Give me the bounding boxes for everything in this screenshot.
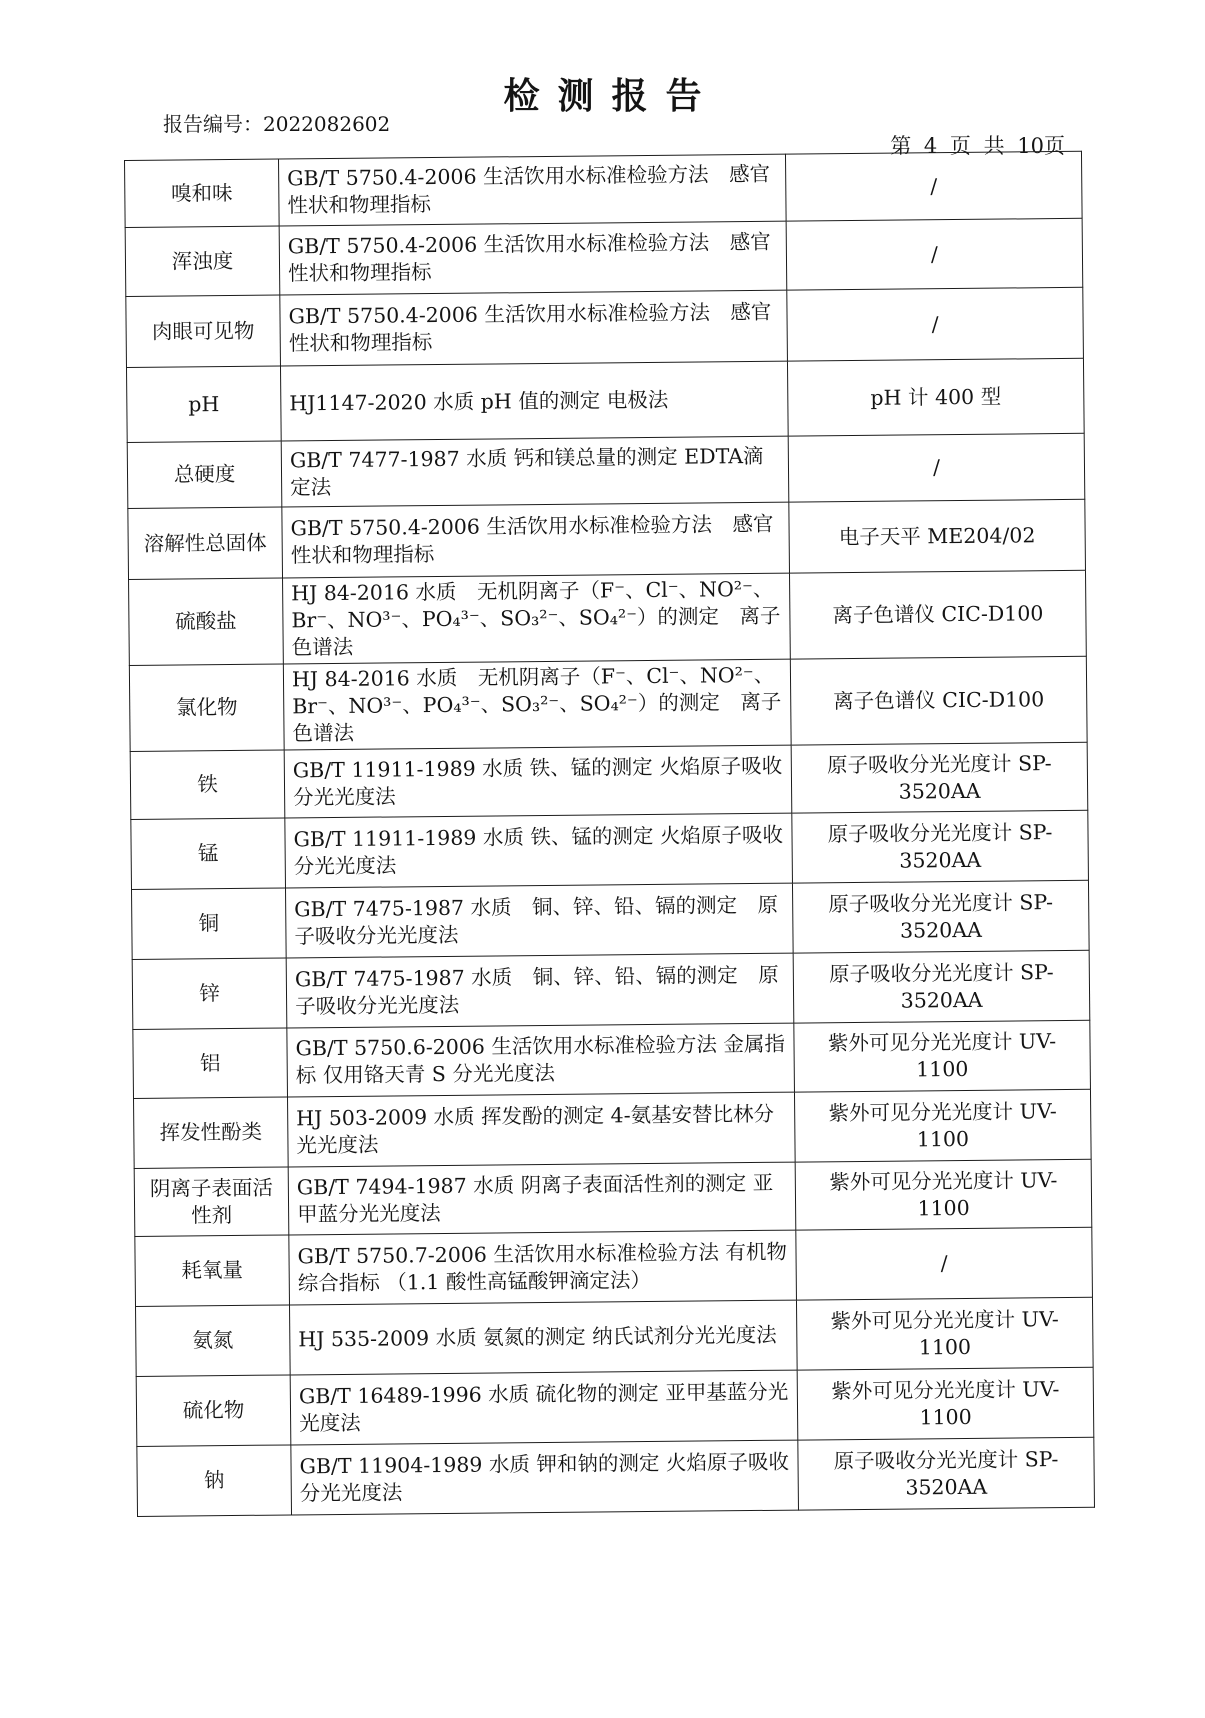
test-item: 铁 (130, 750, 285, 819)
test-equipment: 原子吸收分光光度计 SP-3520AA (792, 880, 1089, 953)
test-method: HJ 84-2016 水质 无机阴离子（F⁻、Cl⁻、NO²⁻、Br⁻、NO³⁻、PO₄³⁻、SO₃²⁻、SO₄²⁻）的测定 离子色谱法 (283, 659, 791, 750)
test-equipment: 紫外可见分光光度计 UV-1100 (795, 1159, 1092, 1230)
test-methods-table (124, 151, 1095, 1517)
test-item: 硫化物 (136, 1375, 291, 1446)
test-equipment: 离子色谱仪 CIC-D100 (789, 570, 1086, 659)
test-equipment: 原子吸收分光光度计 SP-3520AA (792, 810, 1089, 883)
test-method: GB/T 5750.6-2006 生活饮用水标准检验方法 金属指标 仅用铬天青 S 分光光度法 (287, 1023, 795, 1097)
table-row (125, 151, 1083, 227)
table-row (133, 1020, 1091, 1098)
test-method: HJ1147-2020 水质 pH 值的测定 电极法 (280, 361, 788, 441)
report-title: 检测报告 (503, 75, 720, 117)
test-item: 铝 (133, 1028, 288, 1098)
test-equipment: 原子吸收分光光度计 SP-3520AA (791, 742, 1088, 813)
table-row (134, 1089, 1092, 1168)
test-item: 浑浊度 (125, 226, 280, 296)
test-method: GB/T 7494-1987 水质 阴离子表面活性剂的测定 亚甲蓝分光光度法 (288, 1162, 796, 1235)
test-method: GB/T 11911-1989 水质 铁、锰的测定 火焰原子吸收分光光度法 (284, 745, 792, 818)
test-item: 挥发性酚类 (134, 1097, 289, 1168)
test-equipment: 紫外可见分光光度计 UV-1100 (794, 1020, 1091, 1092)
test-item: 嗅和味 (125, 159, 280, 227)
test-equipment: / (786, 218, 1083, 290)
test-equipment: / (788, 433, 1085, 502)
table-row (129, 570, 1087, 665)
report-number-label: 报告编号： (163, 112, 263, 136)
test-method: GB/T 7477-1987 水质 钙和镁总量的测定 EDTA滴定法 (281, 436, 789, 507)
test-item: 溶解性总固体 (128, 507, 283, 579)
test-item: 总硬度 (127, 441, 282, 508)
table-row (132, 880, 1090, 959)
test-item: 氯化物 (129, 664, 284, 751)
test-equipment: 原子吸收分光光度计 SP-3520AA (798, 1437, 1095, 1510)
test-method: GB/T 5750.4-2006 生活饮用水标准检验方法 感官性状和物理指标 (282, 502, 790, 578)
test-equipment: / (785, 151, 1082, 221)
test-equipment: 紫外可见分光光度计 UV-1100 (796, 1297, 1093, 1370)
test-method: GB/T 16489-1996 水质 硫化物的测定 亚甲基蓝分光光度法 (290, 1370, 798, 1445)
test-equipment: 原子吸收分光光度计 SP-3520AA (793, 950, 1090, 1023)
test-equipment: 紫外可见分光光度计 UV-1100 (794, 1089, 1091, 1162)
test-method: GB/T 5750.4-2006 生活饮用水标准检验方法 感官性状和物理指标 (279, 221, 787, 295)
test-item: pH (126, 366, 281, 442)
table-row (131, 810, 1089, 889)
test-equipment: 离子色谱仪 CIC-D100 (790, 656, 1087, 745)
test-method: HJ 535-2009 水质 氨氮的测定 纳氏试剂分光光度法 (289, 1300, 797, 1375)
test-method: GB/T 7475-1987 水质 铜、锌、铅、镉的测定 原子吸收分光光度法 (285, 883, 793, 958)
table-row (126, 358, 1084, 442)
table-row (128, 499, 1086, 579)
table-row (136, 1297, 1094, 1376)
test-method: HJ 84-2016 水质 无机阴离子（F⁻、Cl⁻、NO²⁻、Br⁻、NO³⁻、PO₄³⁻、SO₃²⁻、SO₄²⁻）的测定 离子色谱法 (283, 573, 791, 664)
test-method: GB/T 5750.4-2006 生活饮用水标准检验方法 感官性状和物理指标 (280, 290, 788, 366)
test-item: 硫酸盐 (129, 578, 284, 665)
table-row (132, 950, 1090, 1029)
test-method: HJ 503-2009 水质 挥发酚的测定 4-氨基安替比林分光光度法 (288, 1092, 796, 1167)
table-row (136, 1367, 1094, 1446)
test-equipment: 紫外可见分光光度计 UV-1100 (797, 1367, 1094, 1440)
test-method: GB/T 11904-1989 水质 钾和钠的测定 火焰原子吸收分光光度法 (291, 1440, 799, 1515)
test-item: 肉眼可见物 (126, 295, 281, 367)
test-method: GB/T 7475-1987 水质 铜、锌、铅、镉的测定 原子吸收分光光度法 (286, 953, 794, 1028)
table-row (129, 656, 1087, 751)
test-item: 阴离子表面活性剂 (134, 1167, 289, 1236)
test-equipment: pH 计 400 型 (787, 358, 1084, 436)
test-equipment: 电子天平 ME204/02 (789, 499, 1086, 573)
test-method: GB/T 5750.7-2006 生活饮用水标准检验方法 有机物综合指标 （1.1 酸性高锰酸钾滴定法） (289, 1230, 797, 1305)
test-method: GB/T 11911-1989 水质 铁、锰的测定 火焰原子吸收分光光度法 (285, 813, 793, 888)
report-number (163, 108, 390, 137)
table-row (135, 1227, 1093, 1306)
test-method: GB/T 5750.4-2006 生活饮用水标准检验方法 感官性状和物理指标 (278, 154, 786, 226)
table-row (134, 1159, 1092, 1236)
test-item: 铜 (132, 888, 287, 959)
table-row (137, 1437, 1095, 1516)
table-row (125, 218, 1083, 296)
test-item: 耗氧量 (135, 1235, 290, 1306)
test-item: 锌 (132, 958, 287, 1029)
report-number-value: 2022082602 (263, 112, 391, 136)
test-item: 氨氮 (136, 1305, 291, 1376)
test-item: 钠 (137, 1445, 292, 1516)
page-indicator: 第 4 页 共 10页 (890, 134, 1065, 158)
table-row (126, 287, 1084, 367)
table-row (127, 433, 1085, 508)
test-equipment: / (787, 287, 1084, 361)
test-item: 锰 (131, 818, 286, 889)
table-row (130, 742, 1088, 819)
test-equipment: / (796, 1227, 1093, 1300)
